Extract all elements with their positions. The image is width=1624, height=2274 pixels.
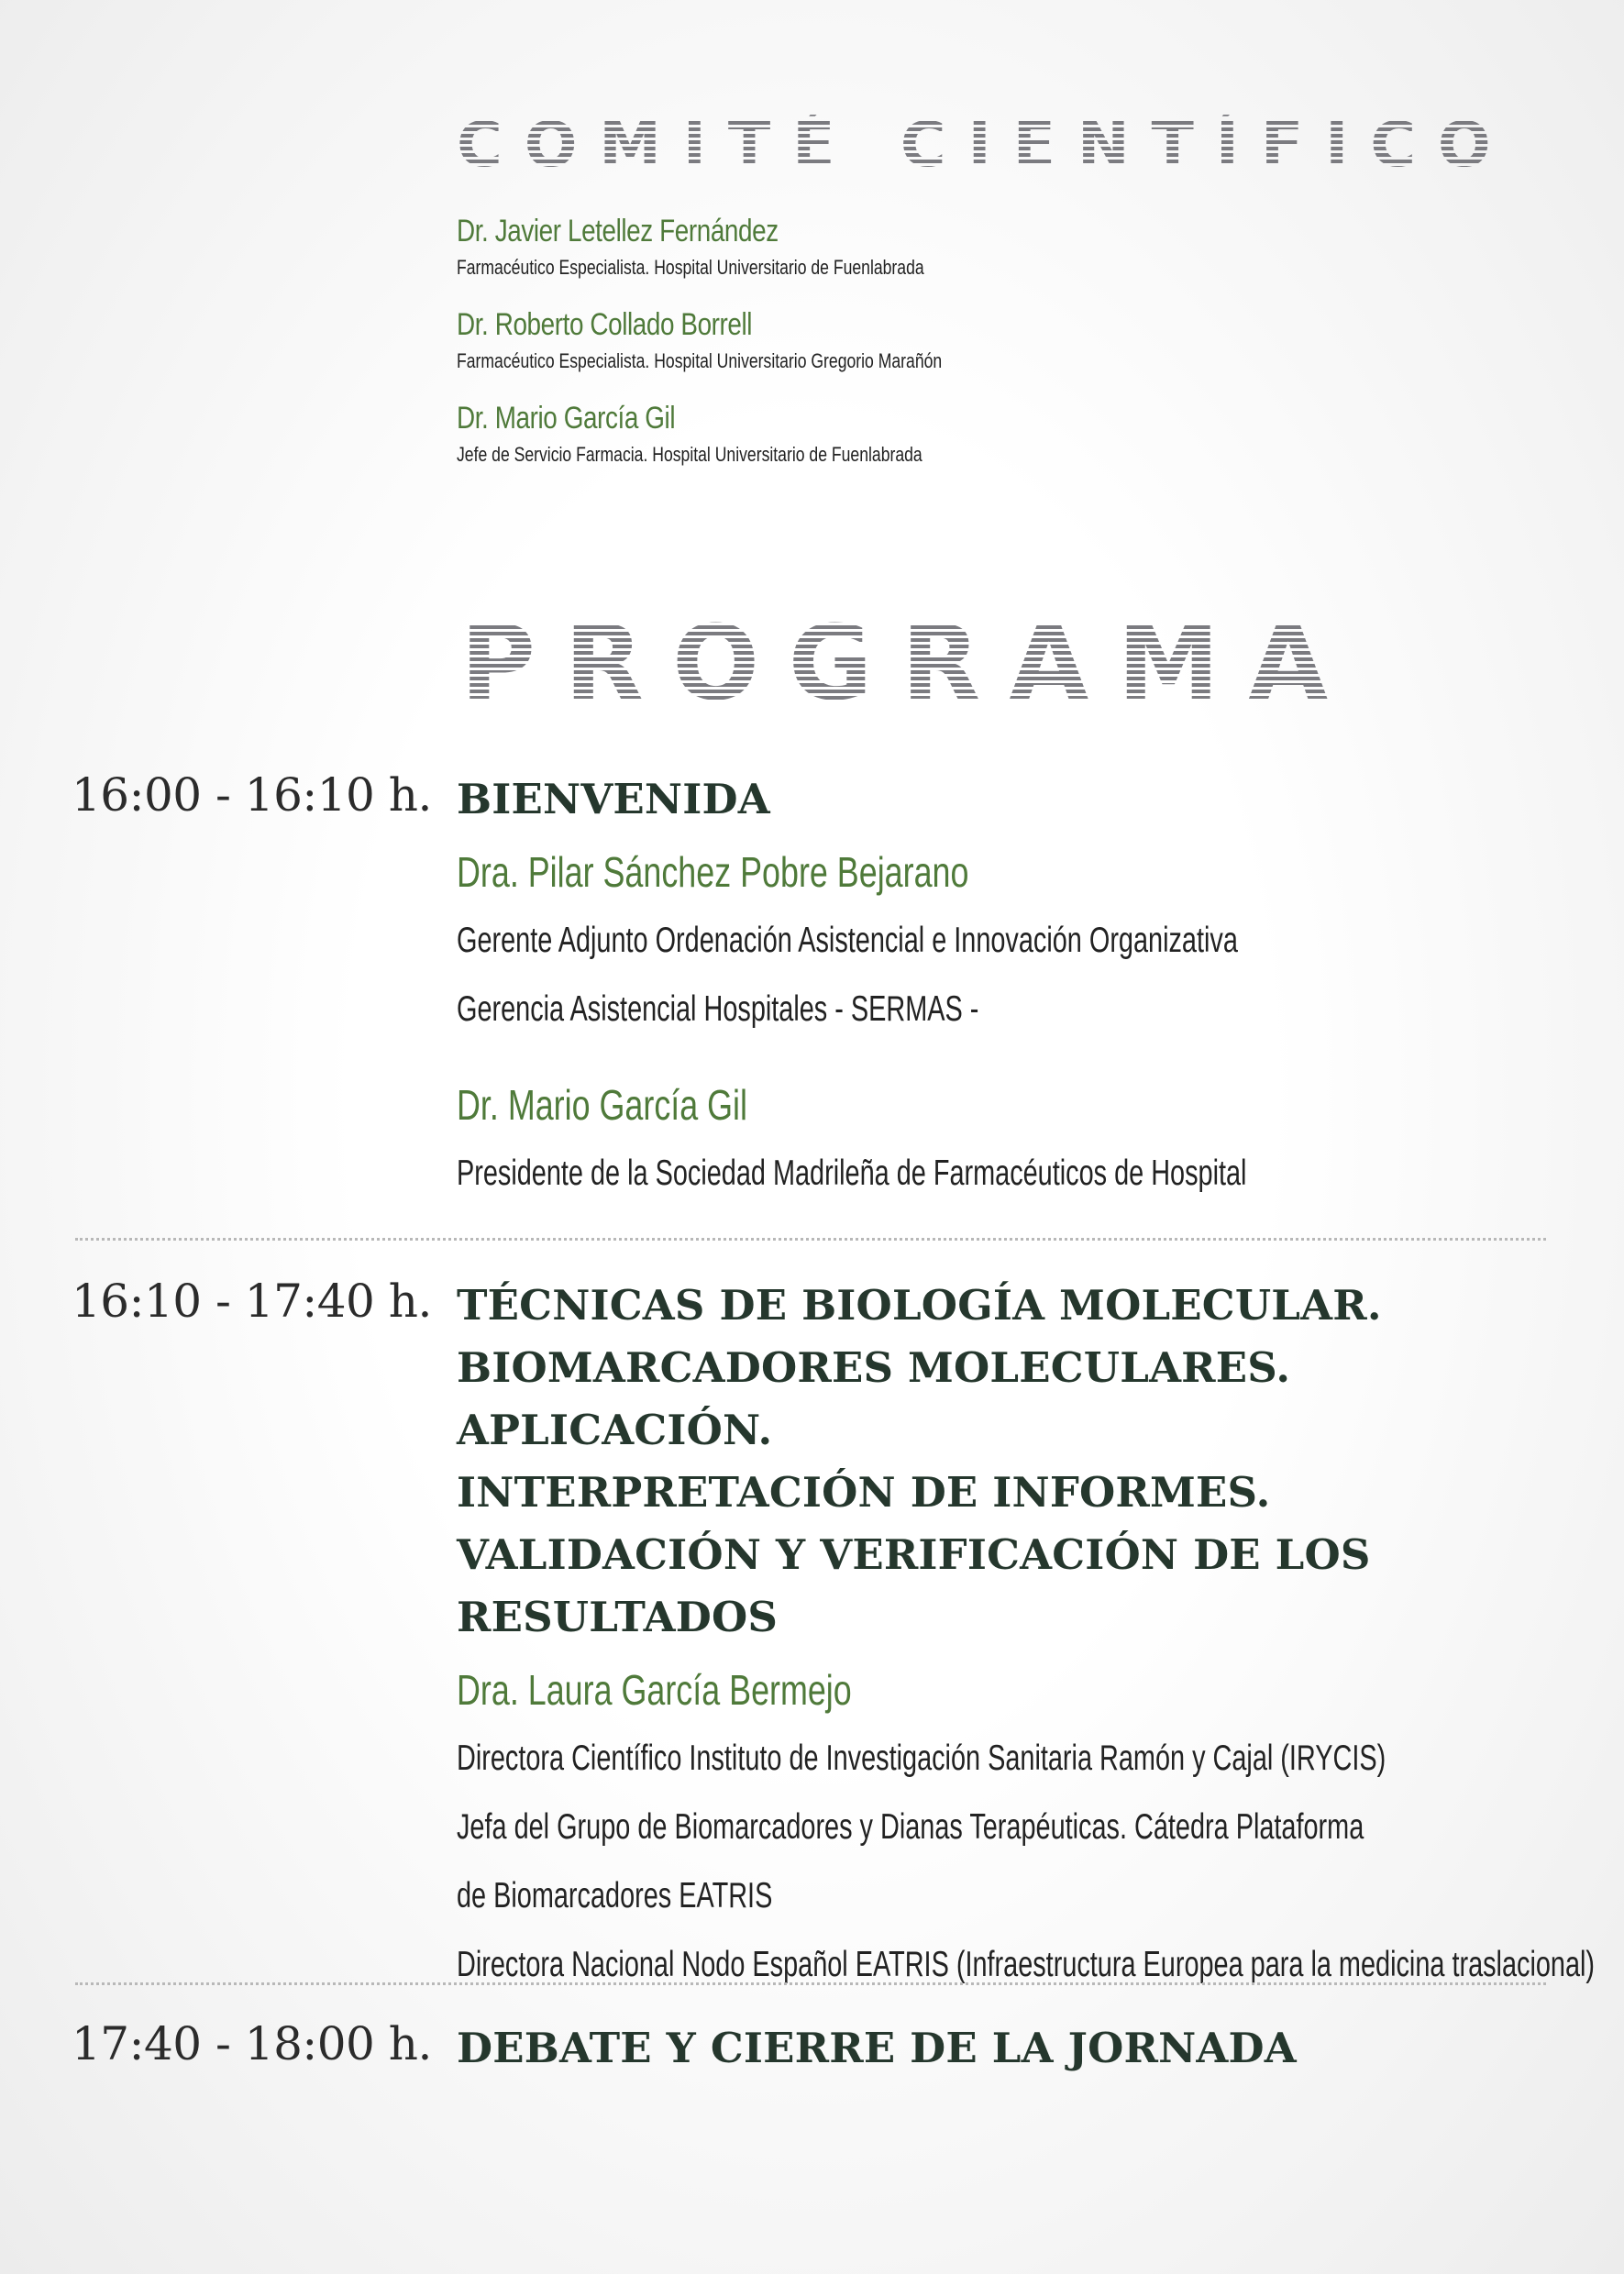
- member-name: Dr. Mario García Gil: [457, 401, 676, 436]
- session-title: [457, 1275, 1566, 1649]
- committee-member: [457, 309, 1557, 371]
- divider: [75, 1238, 1546, 1241]
- session-title-line: INTERPRETACIÓN DE INFORMES.: [457, 1468, 1271, 1517]
- committee-heading: COMITÉ CIENTÍFICO: [457, 115, 1557, 177]
- speaker-affiliation: Presidente de la Sociedad Madrileña de Farmacéuticos de Hospital: [457, 1154, 1247, 1193]
- speaker-affiliation: Jefa del Grupo de Biomarcadores y Dianas Terapéuticas. Cátedra Plataforma: [457, 1807, 1364, 1847]
- programa-heading: PROGRAMA: [460, 604, 1357, 723]
- member-name: Dr. Javier Letellez Fernández: [457, 214, 779, 248]
- speaker-name: Dra. Laura García Bermejo: [457, 1666, 852, 1714]
- member-name: Dr. Roberto Collado Borrell: [457, 307, 753, 342]
- speaker-affiliation: Directora Nacional Nodo Español EATRIS (Infraestructura Europea para la medicina traslacional): [457, 1945, 1596, 1984]
- session-title-line: TÉCNICAS DE BIOLOGÍA MOLECULAR.: [457, 1281, 1382, 1330]
- session-title-line: BIOMARCADORES MOLECULARES. APLICACIÓN.: [457, 1343, 1291, 1454]
- session-time: 17:40 - 18:00 h.: [72, 2017, 432, 2070]
- speaker-name: Dr. Mario García Gil: [457, 1081, 748, 1129]
- member-role: Jefe de Servicio Farmacia. Hospital Universitario de Fuenlabrada: [457, 443, 922, 466]
- committee-section: [457, 109, 1557, 466]
- programa-section-title: [460, 604, 1357, 723]
- speaker-affiliation: Gerente Adjunto Ordenación Asistencial e Innovación Organizativa: [457, 921, 1238, 960]
- session-title-line: RESULTADOS: [457, 1593, 779, 1641]
- committee-member: [457, 215, 1557, 278]
- session-title: BIENVENIDA: [457, 775, 770, 823]
- speaker-block: [457, 1666, 1596, 1984]
- session-time: 16:10 - 17:40 h.: [72, 1275, 432, 1328]
- session-title: DEBATE Y CIERRE DE LA JORNADA: [457, 2024, 1297, 2072]
- speaker-affiliation: de Biomarcadores EATRIS: [457, 1876, 773, 1915]
- speaker-block: [457, 1081, 1566, 1193]
- member-role: Farmacéutico Especialista. Hospital Universitario de Fuenlabrada: [457, 256, 924, 279]
- speaker-affiliation: Directora Científico Instituto de Investigación Sanitaria Ramón y Cajal (IRYCIS): [457, 1739, 1386, 1778]
- speaker-affiliation: Gerencia Asistencial Hospitales - SERMAS -: [457, 989, 979, 1029]
- session-title-line: VALIDACIÓN Y VERIFICACIÓN DE LOS: [457, 1530, 1371, 1579]
- member-role: Farmacéutico Especialista. Hospital Universitario Gregorio Marañón: [457, 349, 943, 372]
- speaker-block: [457, 848, 1566, 1029]
- speaker-name: Dra. Pilar Sánchez Pobre Bejarano: [457, 848, 969, 896]
- divider: [75, 1982, 1546, 1985]
- session-time: 16:00 - 16:10 h.: [72, 768, 432, 822]
- committee-member: [457, 403, 1557, 465]
